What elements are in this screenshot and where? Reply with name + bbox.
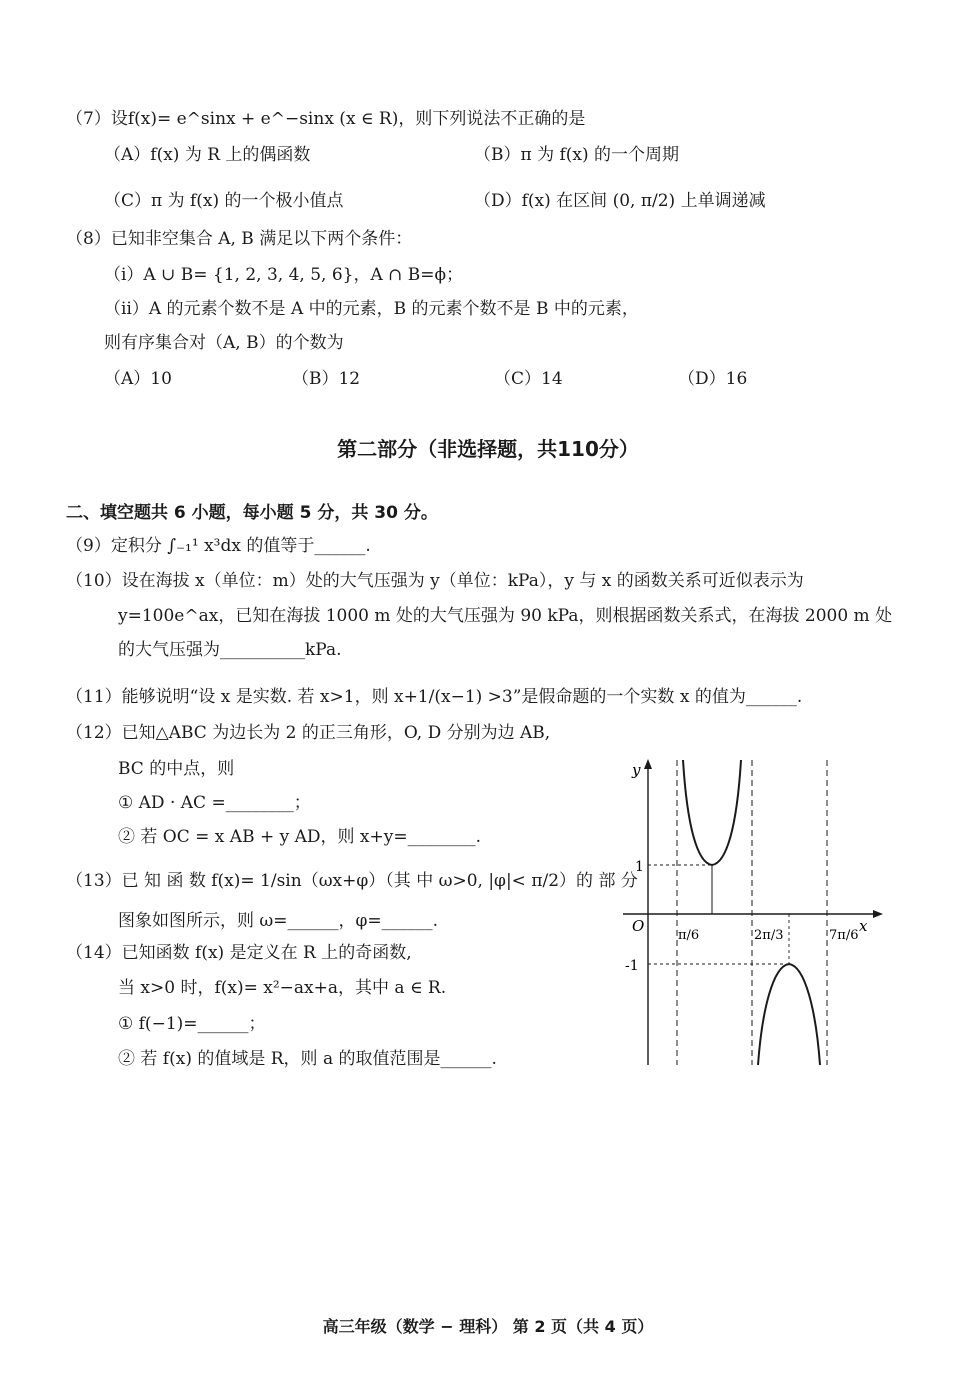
q14-line-1: （14）已知函数 f(x) 是定义在 R 上的奇函数, (66, 943, 412, 963)
part2-title: 第二部分（非选择题，共110分） (337, 437, 639, 461)
graph-xtick-7pi-6: 7π/6 (829, 928, 859, 943)
curve-upper-branch (683, 760, 741, 865)
graph-xtick-2pi-3: 2π/3 (754, 928, 784, 943)
x-axis-arrow-icon (873, 910, 883, 918)
q8-stem: （8）已知非空集合 A, B 满足以下两个条件： (66, 229, 413, 249)
graph-ytick-1: 1 (635, 859, 644, 875)
q13-line-2: 图象如图所示，则 ω=______，φ=______. (118, 911, 439, 931)
q14-line-2: 当 x>0 时，f(x)= x²−ax+a，其中 a ∈ R. (118, 978, 447, 998)
section2-heading: 二、填空题共 6 小题，每小题 5 分，共 30 分。 (66, 503, 438, 523)
q13-line-1: （13）已 知 函 数 f(x)= 1/sin（ωx+φ）（其 中 ω>0, |φ|< π/2）的 部 分 (66, 871, 638, 891)
graph-y-label: y (632, 761, 641, 779)
q7-option-b: （B）π 为 f(x) 的一个周期 (474, 145, 680, 165)
q8-option-a: （A）10 (104, 369, 172, 389)
graph-ytick-neg1: -1 (625, 958, 639, 974)
q12-part-2: ② 若 OC = x AB + y AD，则 x+y=________. (118, 827, 482, 847)
page-footer: 高三年级（数学 − 理科） 第 2 页（共 4 页） (322, 1317, 654, 1336)
q8-condition-1: （ⅰ）A ∪ B= {1, 2, 3, 4, 5, 6}，A ∩ B=ϕ； (104, 265, 464, 285)
q12-line-2: BC 的中点，则 (118, 759, 235, 779)
q8-option-c: （C）14 (494, 369, 563, 389)
q14-part-1: ① f(−1)=______； (118, 1014, 266, 1034)
graph-xtick-pi-6: π/6 (678, 928, 700, 943)
q7-option-a: （A）f(x) 为 R 上的偶函数 (104, 145, 311, 165)
graph-origin-label: O (632, 917, 645, 935)
q12-part-1: ① AD · AC =________； (118, 793, 311, 813)
curve-lower-branch (758, 964, 820, 1065)
q12-line-1: （12）已知△ABC 为边长为 2 的正三角形，O, D 分别为边 AB, (66, 723, 551, 743)
y-axis-arrow-icon (644, 759, 652, 769)
q8-condition-2: （ⅱ）A 的元素个数不是 A 中的元素，B 的元素个数不是 B 中的元素， (104, 299, 639, 319)
q10-line-1: （10）设在海拔 x（单位：m）处的大气压强为 y（单位：kPa），y 与 x 的函数关系可近似表示为 (66, 571, 804, 591)
q7-option-d: （D）f(x) 在区间 (0, π/2) 上单调递减 (474, 191, 766, 211)
q7-option-c: （C）π 为 f(x) 的一个极小值点 (104, 191, 344, 211)
graph-x-label: x (859, 917, 868, 935)
q8-option-d: （D）16 (678, 369, 748, 389)
q10-line-2: y=100e^ax，已知在海拔 1000 m 处的大气压强为 90 kPa，则根据函数关系式，在海拔 2000 m 处 (118, 606, 893, 626)
q11: （11）能够说明“设 x 是实数. 若 x>1，则 x+1/(x−1) >3”是假命题的一个实数 x 的值为______. (66, 687, 803, 707)
q10-line-3: 的大气压强为__________kPa. (118, 640, 342, 660)
q8-option-b: （B）12 (292, 369, 361, 389)
q7-stem: （7）设f(x)= e^sinx + e^−sinx (x ∈ R)，则下列说法不正确的是 (66, 109, 586, 129)
q8-ask: 则有序集合对（A, B）的个数为 (104, 333, 344, 353)
function-graph (615, 755, 895, 1075)
q14-part-2: ② 若 f(x) 的值域是 R，则 a 的取值范围是______. (118, 1049, 497, 1069)
q9: （9）定积分 ∫₋₁¹ x³dx 的值等于______. (66, 536, 371, 556)
